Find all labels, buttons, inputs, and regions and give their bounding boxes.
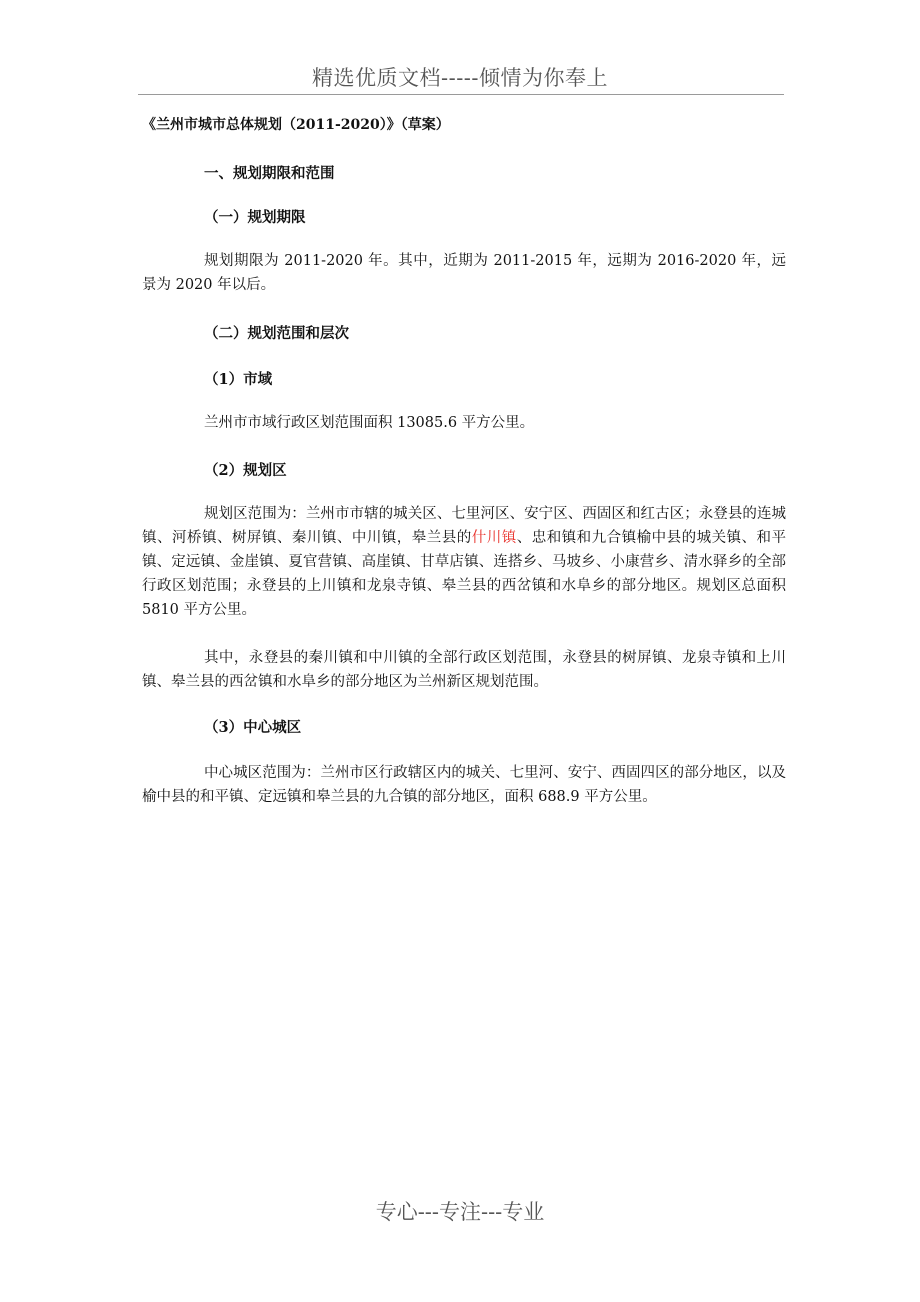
paragraph-city-area: 兰州市市域行政区划范围面积 13085.6 平方公里。 (204, 415, 535, 431)
subsection-heading-scope: （二）规划范围和层次 (204, 325, 349, 342)
highlighted-town-name: 什川镇 (471, 530, 517, 546)
section-heading-1: 一、规划期限和范围 (204, 165, 335, 182)
subsection-heading-period: （一）规划期限 (204, 209, 306, 226)
paragraph-period: 规划期限为 2011-2020 年。其中，近期为 2011-2015 年，远期为 2016-2020 年，远景为 2020 年以后。 (142, 253, 786, 293)
item-heading-central-urban: （3）中心城区 (204, 719, 302, 736)
paragraph-planning-zone-text-b: 、忠和镇和九合镇榆中县的城关镇、和平镇、定远镇、金崖镇、夏官营镇、高崖镇、甘草店镇、连搭乡、马坡乡、小康营乡、清水驿乡的全部行政区划范围；永登县的上川镇和龙泉寺镇、皋兰县的西岔镇和水阜乡的部分地区。规划区总面积 5810 平方公里。 (142, 530, 787, 618)
document-title: 《兰州市城市总体规划（2011-2020）》（草案） (142, 117, 450, 133)
item-heading-planning-zone: （2）规划区 (204, 462, 287, 479)
paragraph-planning-zone-text-a: 规划区范围为：兰州市市辖的城关区、七里河区、安宁区、西固区和红古区；永登县的连城镇、河桥镇、树屏镇、秦川镇、中川镇，皋兰县的 (142, 506, 786, 546)
paragraph-planning-zone (142, 502, 786, 622)
page-header: 精选优质文档-----倾情为你奉上 (312, 66, 608, 90)
header-divider (138, 94, 784, 95)
paragraph-central-urban: 中心城区范围为：兰州市区行政辖区内的城关、七里河、安宁、西固四区的部分地区，以及榆中县的和平镇、定远镇和皋兰县的九合镇的部分地区，面积 688.9 平方公里。 (142, 765, 786, 805)
item-heading-city-area: （1）市域 (204, 371, 273, 388)
page-footer: 专心---专注---专业 (375, 1200, 545, 1224)
paragraph-new-district: 其中，永登县的秦川镇和中川镇的全部行政区划范围，永登县的树屏镇、龙泉寺镇和上川镇、皋兰县的西岔镇和水阜乡的部分地区为兰州新区规划范围。 (142, 650, 786, 690)
